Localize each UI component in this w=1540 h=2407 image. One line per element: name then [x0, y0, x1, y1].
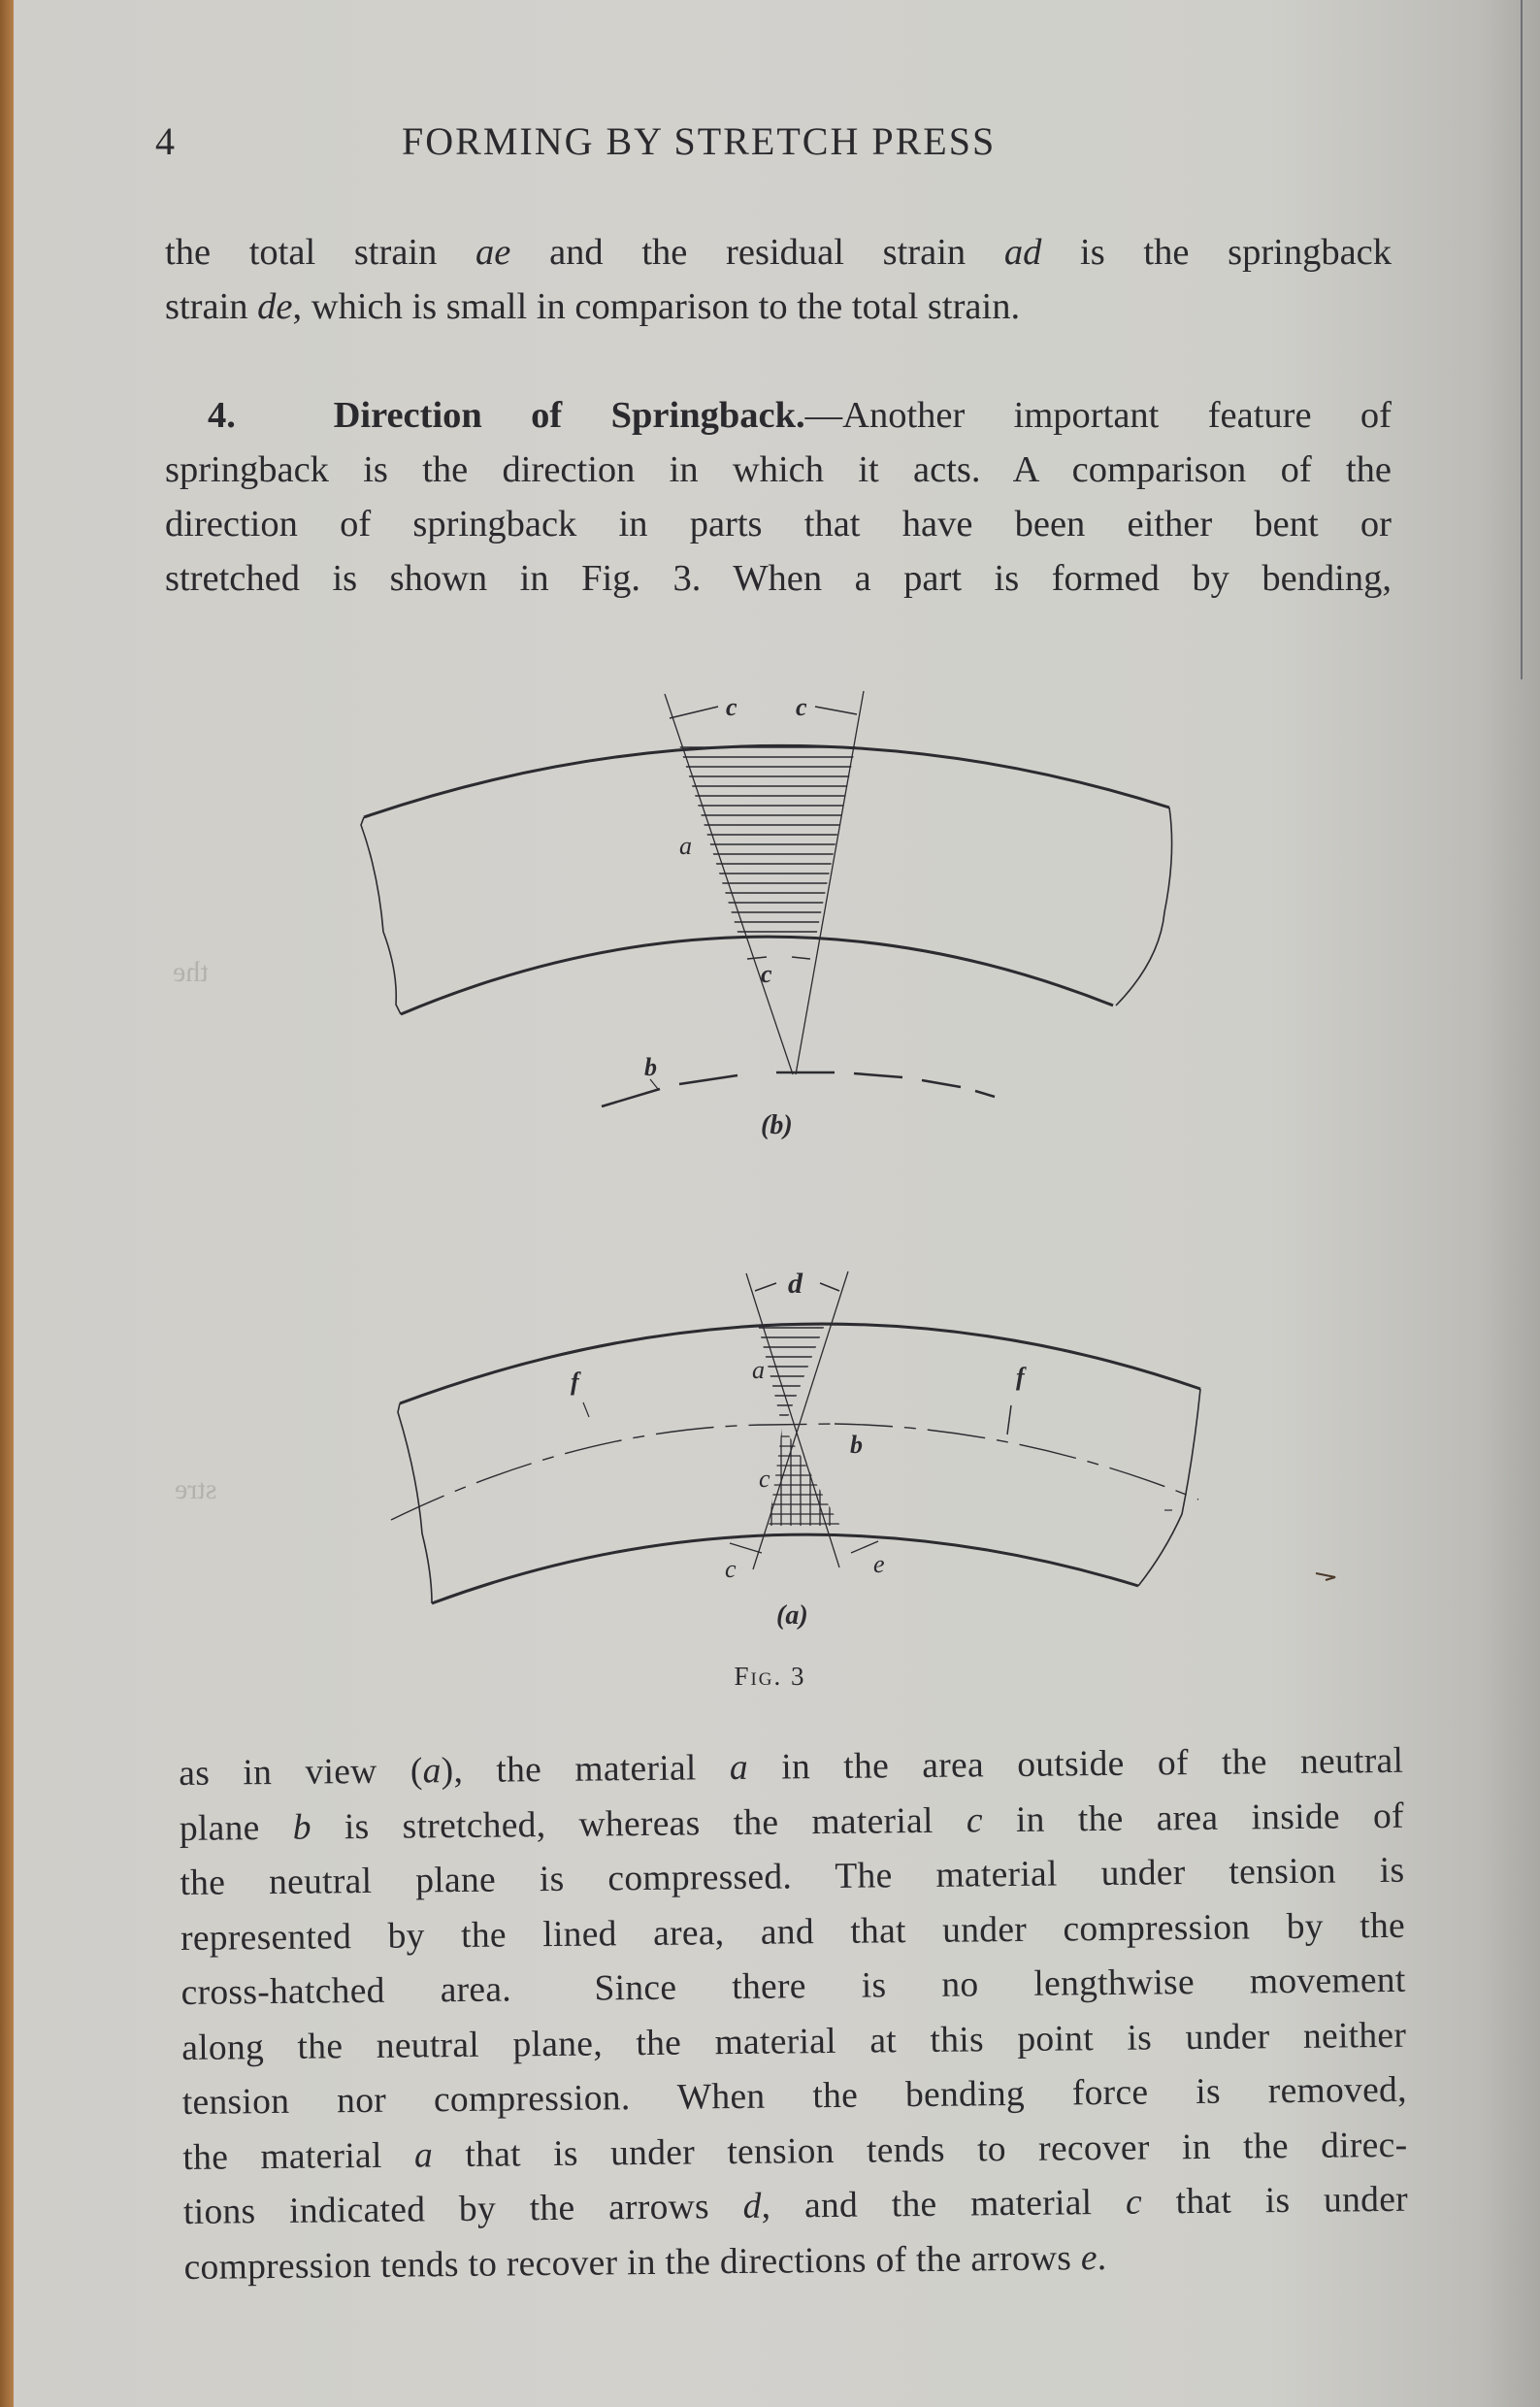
view-a-label: (a) [776, 1600, 808, 1631]
section-4-paragraph [165, 388, 1392, 606]
label-c: c [796, 693, 807, 721]
text-line: as in view (a), the material a in the area outside of the neutral [179, 1740, 1404, 1794]
label-a: a [679, 832, 692, 860]
paragraph-1 [165, 225, 1392, 334]
view-b-diagram [361, 691, 1172, 1106]
label-d: d [788, 1268, 803, 1300]
text-line: compression tends to recover in the directions of the arrows e. [183, 2237, 1107, 2288]
label-c: c [725, 1555, 737, 1583]
label-f: f [571, 1368, 579, 1396]
text-line: 4. Direction of Springback.—Another important feature of [208, 395, 1392, 436]
text-line: stretched is shown in Fig. 3. When a part is formed by bending, [165, 558, 1392, 599]
text-line: direction of springback in parts that have been either bent or [165, 504, 1392, 544]
label-a: a [752, 1356, 765, 1384]
section-number: 4. [208, 395, 236, 436]
text-line: cross-hatched area. Since there is no lengthwise movement [180, 1960, 1406, 2013]
page-header [0, 118, 1540, 177]
label-c: c [759, 1465, 770, 1493]
page-edge-line [1521, 0, 1523, 679]
label-b: b [850, 1431, 863, 1459]
text-line: springback is the direction in which it acts. A comparison of the [165, 449, 1392, 490]
show-through-text: the [173, 956, 209, 988]
text-line: the neutral plane is compressed. The material under tension is [180, 1850, 1405, 1903]
show-through-text: stre [175, 1473, 217, 1505]
label-c: c [726, 693, 737, 721]
section-title: Direction of Springback. [333, 395, 805, 436]
figure-caption: Fig. 3 [734, 1662, 806, 1691]
text-line: plane b is stretched, whereas the material c in the area inside of [179, 1796, 1405, 1849]
view-b-label: (b) [761, 1110, 793, 1140]
text-line: strain de, which is small in comparison to the total strain. [165, 286, 1021, 327]
text-line: the total strain ae and the residual strain ad is the springback [165, 232, 1393, 273]
text-line: along the neutral plane, the material at this point is under neither [181, 2015, 1407, 2068]
running-head: FORMING BY STRETCH PRESS [402, 119, 997, 163]
label-c: c [761, 960, 772, 988]
ink-mark [1316, 1573, 1335, 1580]
view-a-diagram [391, 1271, 1200, 1603]
text-line: represented by the lined area, and that under compression by the [180, 1905, 1406, 1959]
label-b: b [644, 1053, 657, 1081]
text-line: tension nor compression. When the bending force is removed, [181, 2069, 1407, 2123]
paragraph-3 [179, 1734, 1409, 2295]
text-line: tions indicated by the arrows d, and the material c that is under [182, 2179, 1409, 2232]
figure-3 [0, 660, 1540, 1708]
text-line: the material a that is under tension tends to recover in the direc- [182, 2125, 1408, 2178]
page-number: 4 [155, 119, 175, 163]
label-e: e [873, 1550, 885, 1578]
label-f: f [1016, 1363, 1025, 1391]
figure-diagram [0, 660, 1540, 1708]
